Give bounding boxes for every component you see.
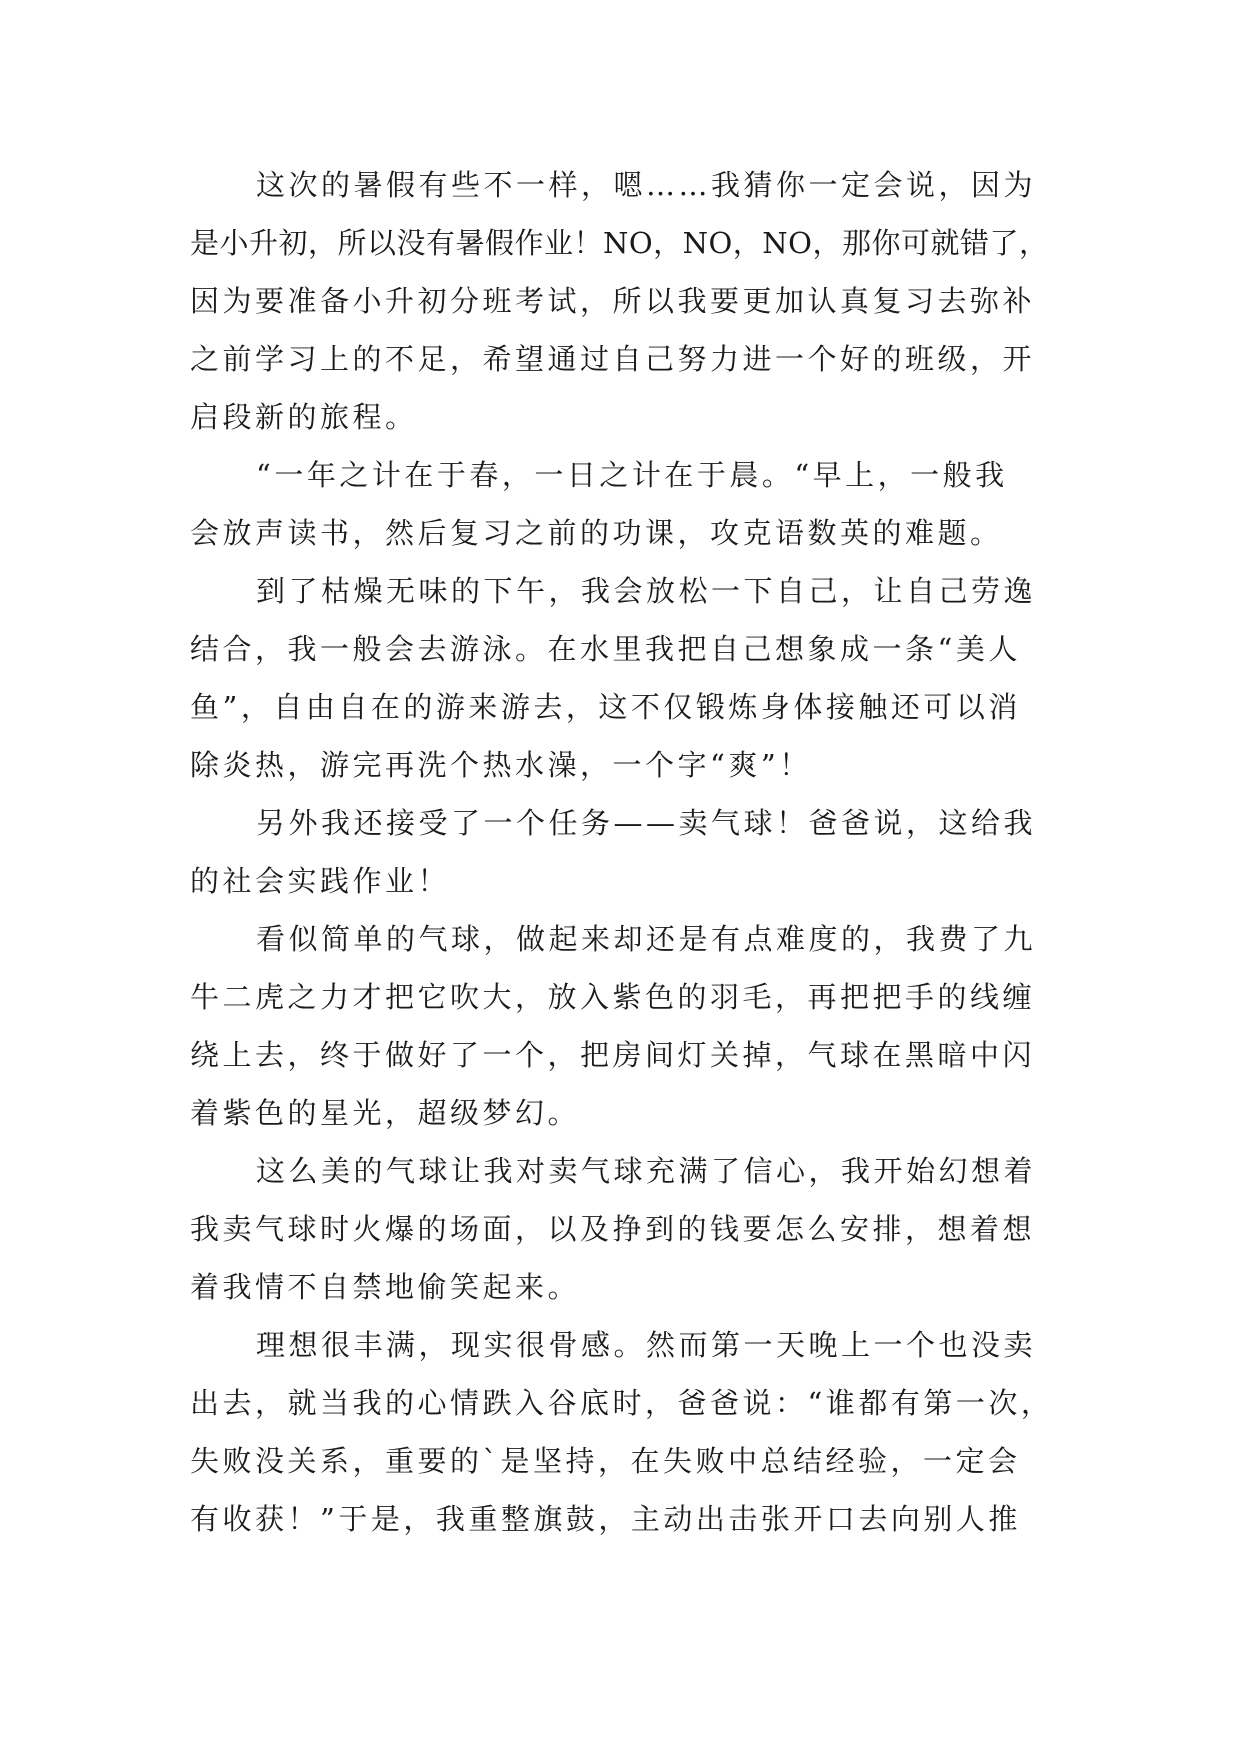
text-line: 这么美的气球让我对卖气球充满了信心，我开始幻想着 [256,1154,1037,1188]
text-line: 出去，就当我的心情跌入谷底时，爸爸说：“谁都有第一次， [190,1386,1054,1420]
text-line: “一年之计在于春，一日之计在于晨。“早上，一般我 [256,458,1008,492]
text-line: 另外我还接受了一个任务——卖气球！爸爸说，这给我 [256,806,1037,840]
text-line: 除炎热，游完再洗个热水澡，一个字“爽”！ [190,748,812,782]
text-line: 到了枯燥无味的下午，我会放松一下自己，让自己劳逸 [256,574,1037,608]
text-line: 理想很丰满，现实很骨感。然而第一天晚上一个也没卖 [256,1328,1037,1362]
essay-body [190,156,1058,1548]
text-line: 会放声读书，然后复习之前的功课，攻克语数英的难题。 [190,516,1003,550]
text-line: 是小升初，所以没有暑假作业！NO，NO，NO，那你可就错了， [190,226,1049,260]
text-line: 着我情不自禁地偷笑起来。 [190,1270,581,1304]
text-line: 鱼”，自由自在的游来游去，这不仅锻炼身体接触还可以消 [190,690,1021,724]
text-line: 看似简单的气球，做起来却还是有点难度的，我费了九 [256,922,1037,956]
text-line: 这次的暑假有些不一样，嗯……我猜你一定会说，因为 [256,168,1037,202]
text-line: 我卖气球时火爆的场面，以及挣到的钱要怎么安排，想着想 [190,1212,1036,1246]
text-line: 有收获！”于是，我重整旗鼓，主动出击张开口去向别人推 [190,1502,1021,1536]
text-line: 着紫色的星光，超级梦幻。 [190,1096,581,1130]
text-line: 启段新的旅程。 [190,400,418,434]
text-line: 之前学习上的不足，希望通过自己努力进一个好的班级，开 [190,342,1036,376]
text-line: 因为要准备小升初分班考试，所以我要更加认真复习去弥补 [190,284,1036,318]
text-line: 绕上去，终于做好了一个，把房间灯关掉，气球在黑暗中闪 [190,1038,1036,1072]
text-line: 的社会实践作业！ [190,864,451,898]
text-line: 失败没关系，重要的`是坚持，在失败中总结经验，一定会 [190,1444,1021,1478]
text-line: 结合，我一般会去游泳。在水里我把自己想象成一条“美人 [190,632,1021,666]
text-line: 牛二虎之力才把它吹大，放入紫色的羽毛，再把把手的线缠 [190,980,1036,1014]
